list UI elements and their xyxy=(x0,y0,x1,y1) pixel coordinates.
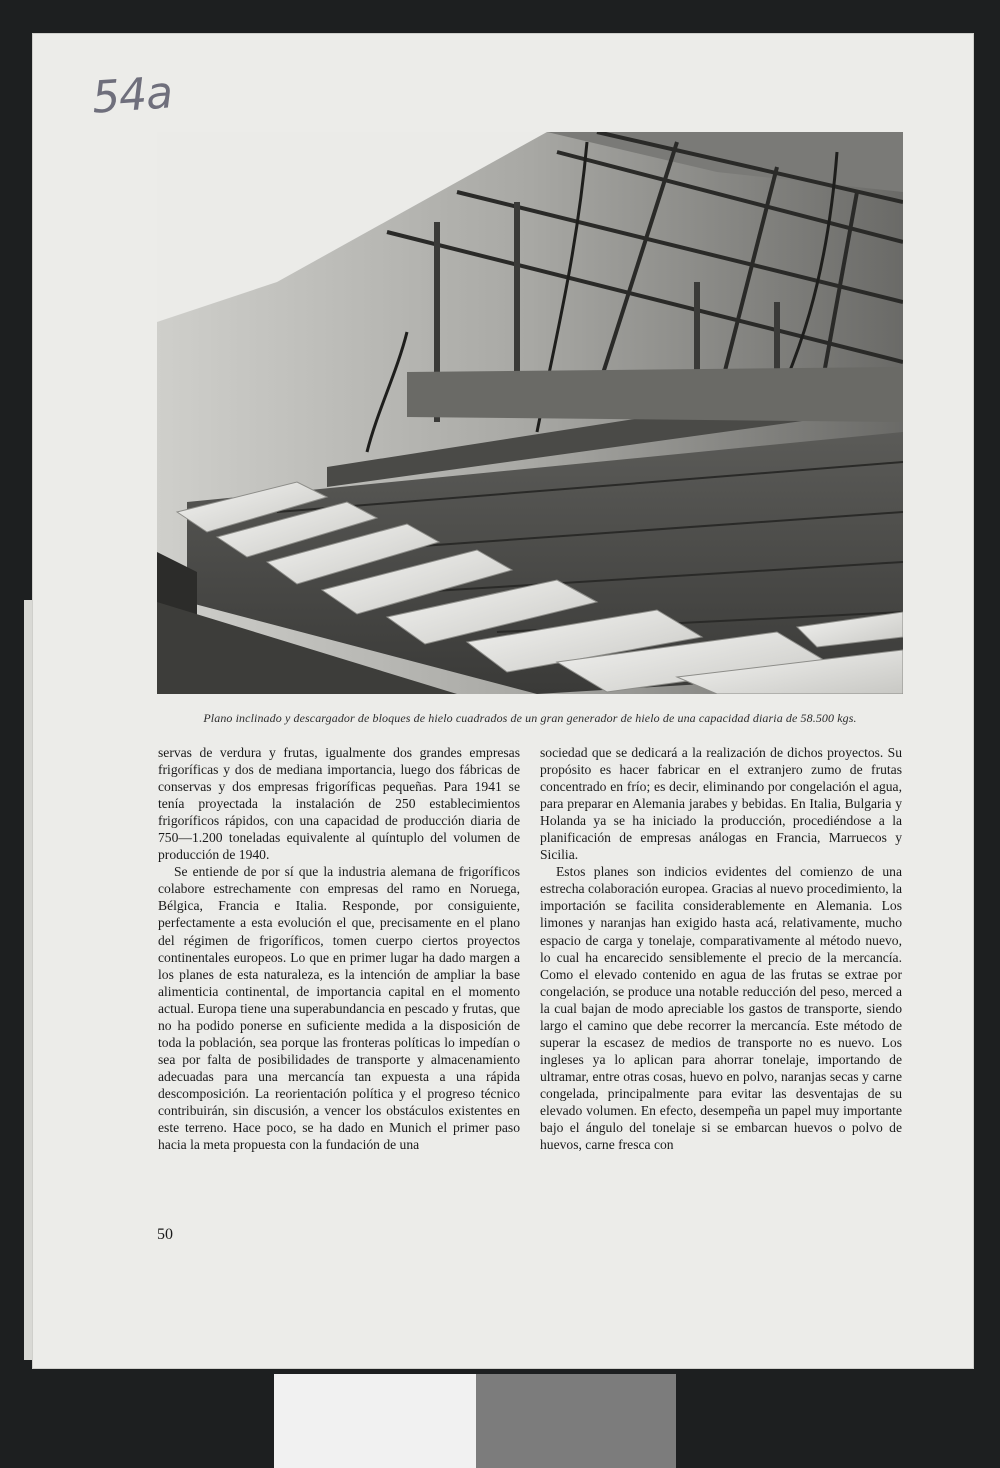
white-calibration-swatch xyxy=(274,1374,476,1468)
paragraph: sociedad que se dedicará a la realización de dichos proyectos. Su propósito es hacer fabricar en el extranjero zumo de frutas concentrado en frío; es decir, eliminando por congelación el agua, para preparar en Alemania jarabes y bebidas. En Italia, Bulgaria y Holanda ya se ha iniciado la producción, procediéndose a la planificación de empresas análogas en Francia, Marruecos y Sicilia. xyxy=(540,745,902,863)
photo-caption: Plano inclinado y descargador de bloques de hielo cuadrados de un gran generador de hielo de una capacidad diaria de 58.500 kgs. xyxy=(203,711,857,725)
grey-calibration-swatch xyxy=(476,1374,676,1468)
text-column-left xyxy=(158,744,520,1153)
paragraph: Se entiende de por sí que la industria alemana de frigoríficos colabore estrechamente con empresas del ramo en Noruega, Bélgica, Francia e Italia. Responde, por consiguiente, perfectamente a esta evolución el que, precisamente en el plano del régimen de frigoríficos, tomen cuerpo ciertos proyectos continentales europeos. Lo que en primer lugar ha dado margen a los planes de esta naturaleza, es la intención de ampliar la base alimenticia continental, de importancia capital en el momento actual. Europa tiene una superabundancia en pescado y frutas, que no ha podido ponerse en suficiente medida a la disposición de toda la población, sea porque las fronteras políticas lo impedían o sea por falta de posibilidades de transporte y almacenamiento adecuadas para una mercancía tan expuesta a una rápida descomposición. La reorientación política y el progreso técnico contribuirán, sin discusión, a vencer los obstáculos existentes en este terreno. Hace poco, se ha dado en Munich el primer paso hacia la meta propuesta con la fundación de una xyxy=(158,864,520,1153)
handwritten-annotation: 54a xyxy=(90,67,174,124)
photo-illustration xyxy=(157,132,903,694)
paragraph: Estos planes son indicios evidentes del comienzo de una estrecha colaboración europea. Gracias al nuevo procedimiento, la importación se facilita considerablemente en Alemania. Los limones y naranjas han exigido hasta acá, relativamente, mucho espacio de carga y tonelaje, comparativamente al método nuevo, lo cual ha encarecido sensiblemente el precio de la mercancía. Como el elevado contenido en agua de las frutas se extrae por congelación, se produce una notable reducción del peso, merced a la cual bajan de modo apreciable los gastos de transporte, siendo largo el camino que debe recorrer la mercancía. Este método de superar la escasez de medios de transporte no es nuevo. Los ingleses ya lo aplican para ahorrar tonelaje, importando de ultramar, entre otras cosas, huevo en polvo, naranjas secas y carne congelada, principalmente para evitar las desventajas de su elevado volumen. En efecto, desempeña un papel muy importante bajo el ángulo del tonelaje si se embarcan huevos o polvo de huevos, carne fresca con xyxy=(540,864,902,1153)
page-number: 50 xyxy=(157,1226,173,1243)
paragraph: servas de verdura y frutas, igualmente dos grandes empresas frigoríficas y dos de mediana importancia, luego dos fábricas de conservas y dos empresas frigoríficas pequeñas. Para 1941 se tenía proyectada la instalación de 250 establecimientos frigoríficos rápidos, con una capacidad de producción diaria de 750—1.200 toneladas equivalente al quíntuplo del volumen de producción de 1940. xyxy=(158,745,520,863)
ice-generator-photo xyxy=(157,132,903,694)
text-column-right xyxy=(540,744,902,1153)
